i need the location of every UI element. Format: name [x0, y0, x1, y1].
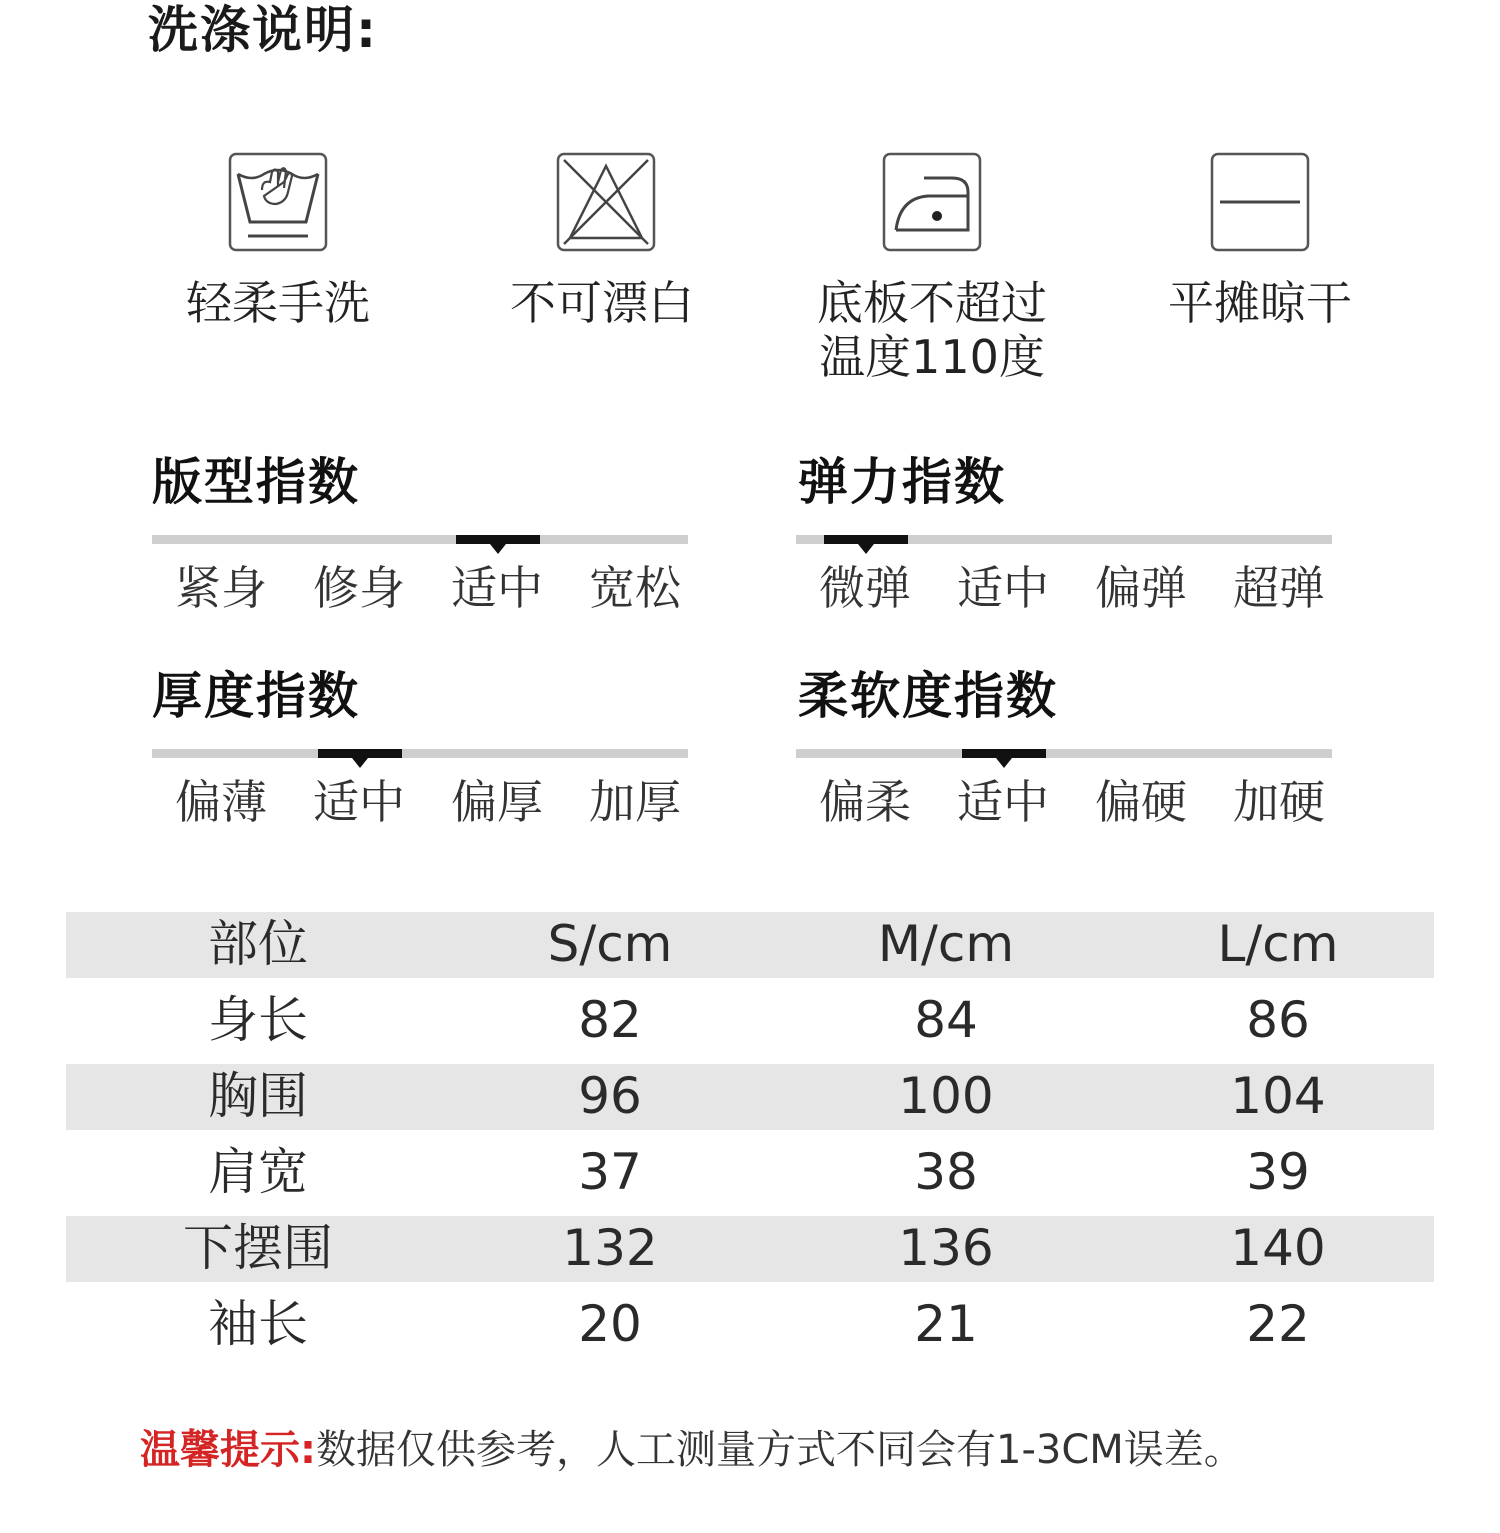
fit-option: 宽松: [589, 561, 681, 615]
thickness-option: 偏薄: [175, 775, 267, 829]
table-cell: 140: [1230, 1219, 1326, 1277]
care-label-iron: 底板不超过 温度110度: [817, 276, 1047, 384]
care-label-hand-wash: 轻柔手洗: [186, 276, 370, 330]
table-cell: 132: [562, 1219, 658, 1277]
thickness-index-track: [152, 749, 688, 758]
table-header-cell: L/cm: [1217, 915, 1339, 973]
notice-text: 数据仅供参考，人工测量方式不同会有1-3CM误差。: [316, 1427, 1244, 1473]
elasticity-option: 偏弹: [1095, 561, 1187, 615]
table-cell: 22: [1246, 1295, 1310, 1353]
thickness-index-title: 厚度指数: [152, 667, 360, 725]
thickness-option: 偏厚: [451, 775, 543, 829]
care-label-dry-flat: 平摊晾干: [1168, 276, 1352, 330]
fit-index-marker: [456, 535, 540, 544]
table-cell: 肩宽: [208, 1143, 308, 1201]
table-cell: 37: [578, 1143, 642, 1201]
thickness-option: 加厚: [589, 775, 681, 829]
table-cell: 104: [1230, 1067, 1326, 1125]
table-cell: 39: [1246, 1143, 1310, 1201]
softness-option: 加硬: [1233, 775, 1325, 829]
table-cell: 136: [898, 1219, 994, 1277]
elasticity-index-marker: [824, 535, 908, 544]
table-cell: 21: [914, 1295, 978, 1353]
thickness-index-marker: [318, 749, 402, 758]
table-cell: 86: [1246, 991, 1310, 1049]
dry-flat-icon: [1210, 152, 1310, 252]
table-cell: 84: [914, 991, 978, 1049]
hand-wash-icon: [228, 152, 328, 252]
table-header-cell: M/cm: [877, 915, 1015, 973]
table-cell: 胸围: [208, 1067, 308, 1125]
table-cell: 82: [578, 991, 642, 1049]
fit-option: 适中: [451, 561, 543, 615]
thickness-option: 适中: [313, 775, 405, 829]
elasticity-option: 微弹: [819, 561, 911, 615]
table-cell: 身长: [208, 991, 308, 1049]
elasticity-option: 适中: [957, 561, 1049, 615]
table-cell: 38: [914, 1143, 978, 1201]
table-cell: 20: [578, 1295, 642, 1353]
iron-low-temp-icon: [882, 152, 982, 252]
fit-index-track: [152, 535, 688, 544]
softness-index-title: 柔软度指数: [798, 667, 1058, 725]
elasticity-option: 超弹: [1233, 561, 1325, 615]
table-header-cell: S/cm: [547, 915, 673, 973]
table-cell: 100: [898, 1067, 994, 1125]
softness-option: 偏硬: [1095, 775, 1187, 829]
fit-option: 修身: [313, 561, 405, 615]
table-cell: 下摆围: [183, 1219, 333, 1277]
softness-option: 偏柔: [819, 775, 911, 829]
elasticity-index-title: 弹力指数: [798, 453, 1006, 511]
softness-option: 适中: [957, 775, 1049, 829]
no-bleach-icon: [556, 152, 656, 252]
fit-option: 紧身: [175, 561, 267, 615]
softness-index-marker: [962, 749, 1046, 758]
table-cell: 袖长: [208, 1295, 308, 1353]
notice-label: 温馨提示:: [140, 1427, 316, 1473]
wash-instructions-title: 洗涤说明:: [148, 1, 378, 59]
fit-index-title: 版型指数: [152, 453, 360, 511]
table-header-cell: 部位: [208, 915, 308, 973]
table-cell: 96: [578, 1067, 642, 1125]
care-label-no-bleach: 不可漂白: [510, 276, 694, 330]
measurement-notice: [140, 1420, 1244, 1480]
softness-index-track: [796, 749, 1332, 758]
